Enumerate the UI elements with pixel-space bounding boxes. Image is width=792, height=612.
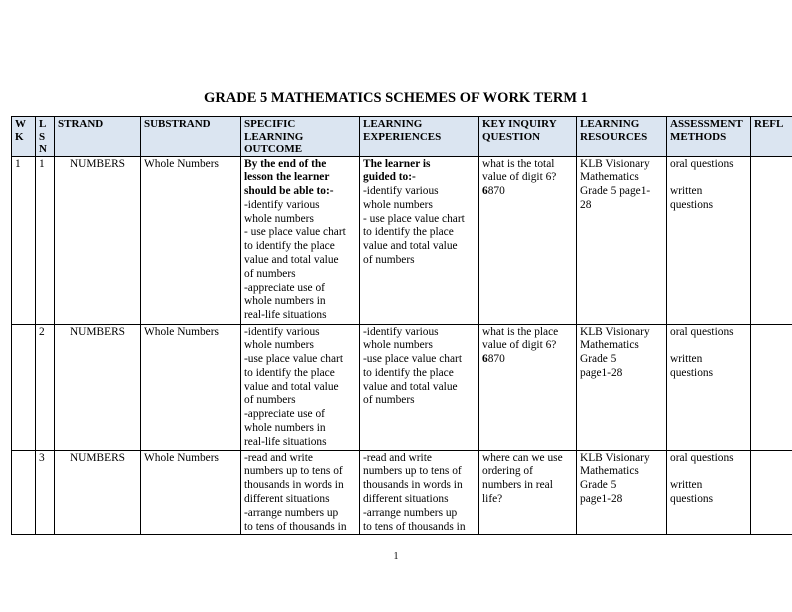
cell-experiences xyxy=(360,156,479,324)
page-number: 1 xyxy=(393,551,399,562)
cell-assessment: oral questions written questions xyxy=(667,156,751,324)
header-assessment: ASSESSMENT METHODS xyxy=(667,117,751,157)
kiq-text: what is the place value of digit 6? xyxy=(482,325,559,352)
cell-slo xyxy=(241,156,360,324)
table-row xyxy=(12,156,792,324)
cell-wk: 1 xyxy=(12,156,36,324)
kiq-number: 870 xyxy=(487,353,505,366)
header-lsn: L S N xyxy=(36,117,55,157)
cell-strand: NUMBERS xyxy=(55,324,141,450)
cell-resources: KLB Visionary Mathematics Grade 5 page1- 28 xyxy=(577,156,667,324)
cell-kiq: where can we use ordering of numbers in real life? xyxy=(479,450,577,535)
cell-wk xyxy=(12,450,36,535)
cell-lsn: 3 xyxy=(36,450,55,535)
header-refl: REFL xyxy=(751,117,792,157)
cell-kiq xyxy=(479,324,577,450)
exp-text: -identify various whole numbers - use place value chart to identify the place value and total value of numbers xyxy=(363,185,465,267)
slo-intro: By the end of the lesson the learner should be able to:- xyxy=(244,157,334,198)
header-row xyxy=(12,117,792,157)
cell-substrand: Whole Numbers xyxy=(141,324,241,450)
cell-refl xyxy=(751,156,792,324)
cell-experiences: -read and write numbers up to tens of thousands in words in different situations -arrange numbers up to tens of thousands in xyxy=(360,450,479,535)
schemes-of-work-table xyxy=(11,116,792,535)
header-resources: LEARNING RESOURCES xyxy=(577,117,667,157)
cell-slo: -identify various whole numbers -use place value chart to identify the place value and total value of numbers -appreciate use of whole numbers in real-life situations xyxy=(241,324,360,450)
header-experiences: LEARNING EXPERIENCES xyxy=(360,117,479,157)
cell-slo: -read and write numbers up to tens of thousands in words in different situations -arrange numbers up to tens of thousands in xyxy=(241,450,360,535)
cell-refl xyxy=(751,324,792,450)
kiq-bold-digit: 6 xyxy=(482,353,488,366)
header-substrand: SUBSTRAND xyxy=(141,117,241,157)
document-title: GRADE 5 MATHEMATICS SCHEMES OF WORK TERM 1 xyxy=(204,90,588,106)
cell-refl xyxy=(751,450,792,535)
cell-experiences: -identify various whole numbers -use place value chart to identify the place value and total value of numbers xyxy=(360,324,479,450)
header-wk: W K xyxy=(12,117,36,157)
cell-kiq xyxy=(479,156,577,324)
cell-resources: KLB Visionary Mathematics Grade 5 page1-28 xyxy=(577,324,667,450)
cell-strand: NUMBERS xyxy=(55,450,141,535)
exp-intro: The learner is guided to:- xyxy=(363,157,431,184)
cell-strand: NUMBERS xyxy=(55,156,141,324)
header-slo: SPECIFIC LEARNING OUTCOME xyxy=(241,117,360,157)
kiq-bold-digit: 6 xyxy=(482,185,488,198)
table-row xyxy=(12,324,792,450)
header-kiq: KEY INQUIRY QUESTION xyxy=(479,117,577,157)
kiq-text: what is the total value of digit 6? xyxy=(482,157,557,184)
slo-text: -identify various whole numbers - use place value chart to identify the place value and total value of numbers -appreciate use of whole numbers in real-life situations xyxy=(244,198,346,322)
cell-wk xyxy=(12,324,36,450)
cell-lsn: 1 xyxy=(36,156,55,324)
kiq-number: 870 xyxy=(487,185,505,198)
cell-assessment: oral questions written questions xyxy=(667,324,751,450)
cell-assessment: oral questions written questions xyxy=(667,450,751,535)
cell-substrand: Whole Numbers xyxy=(141,450,241,535)
header-strand: STRAND xyxy=(55,117,141,157)
cell-lsn: 2 xyxy=(36,324,55,450)
table-row xyxy=(12,450,792,535)
cell-resources: KLB Visionary Mathematics Grade 5 page1-28 xyxy=(577,450,667,535)
cell-substrand: Whole Numbers xyxy=(141,156,241,324)
